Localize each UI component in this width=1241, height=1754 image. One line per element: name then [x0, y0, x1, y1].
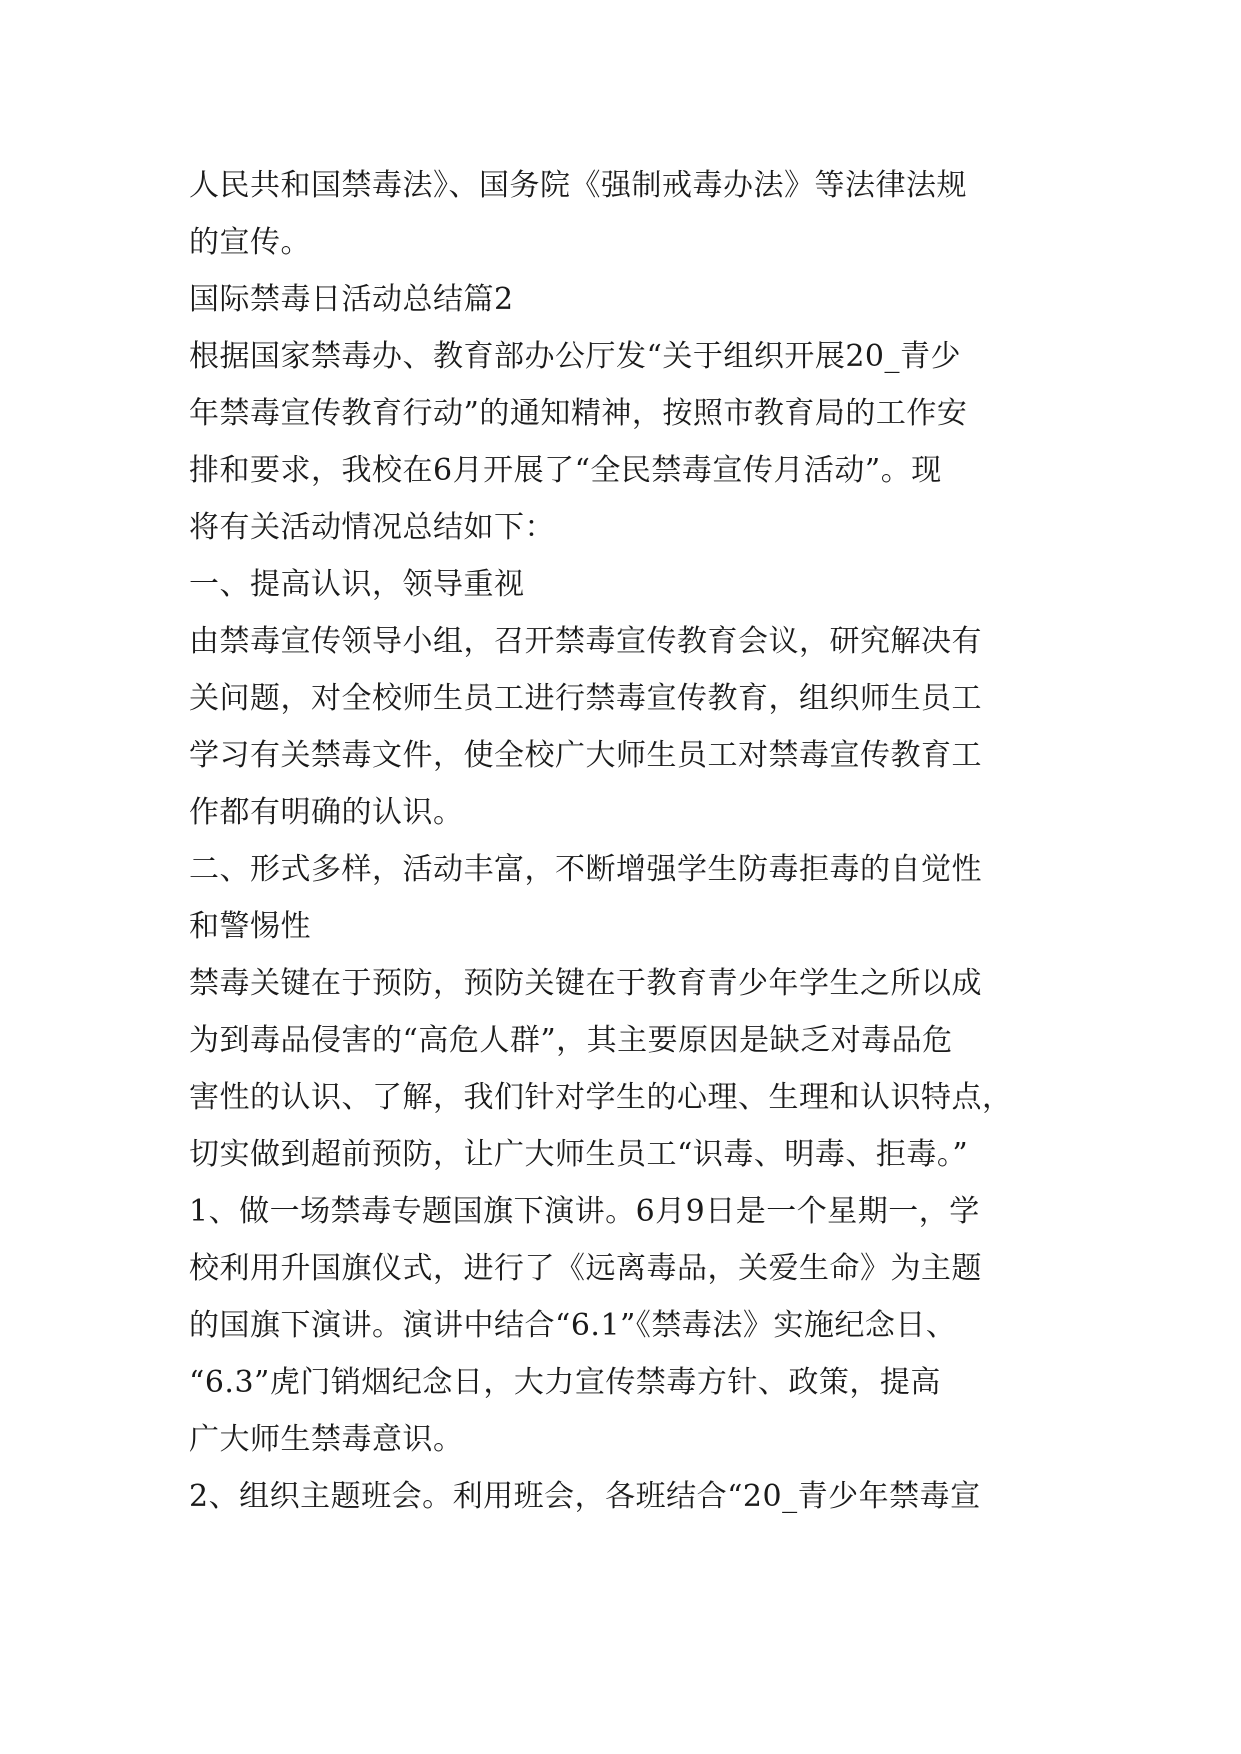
subheading: 二、形式多样，活动丰富，不断增强学生防毒拒毒的自觉性 — [189, 852, 982, 887]
text-line: “6.3”虎门销烟纪念日，大力宣传禁毒方针、政策，提高 — [189, 1365, 941, 1400]
text-line: 排和要求，我校在6月开展了“全民禁毒宣传月活动”。现 — [189, 453, 942, 488]
subheading-continued: 和警惕性 — [189, 909, 311, 944]
text-line: 校利用升国旗仪式，进行了《远离毒品，关爱生命》为主题 — [189, 1251, 982, 1286]
text-line: 根据国家禁毒办、教育部办公厅发“关于组织开展20_青少 — [189, 339, 962, 374]
text-line: 的宣传。 — [189, 225, 311, 260]
text-line: 广大师生禁毒意识。 — [189, 1422, 464, 1457]
subheading: 一、提高认识，领导重视 — [189, 567, 525, 602]
text-line: 由禁毒宣传领导小组，召开禁毒宣传教育会议，研究解决有 — [189, 624, 982, 659]
text-line: 学习有关禁毒文件，使全校广大师生员工对禁毒宣传教育工 — [189, 738, 982, 773]
text-line: 年禁毒宣传教育行动”的通知精神，按照市教育局的工作安 — [189, 396, 968, 431]
text-line: 为到毒品侵害的“高危人群”，其主要原因是缺乏对毒品危 — [189, 1023, 953, 1058]
text-line: 害性的认识、了解，我们针对学生的心理、生理和认识特点， — [189, 1080, 1013, 1115]
text-line: 1、做一场禁毒专题国旗下演讲。6月9日是一个星期一，学 — [189, 1194, 980, 1229]
text-line: 禁毒关键在于预防，预防关键在于教育青少年学生之所以成 — [189, 966, 982, 1001]
text-line: 的国旗下演讲。演讲中结合“6.1”《禁毒法》实施纪念日、 — [189, 1308, 957, 1343]
text-line: 关问题，对全校师生员工进行禁毒宣传教育，组织师生员工 — [189, 681, 982, 716]
text-line: 2、组织主题班会。利用班会，各班结合“20_青少年禁毒宣 — [189, 1479, 981, 1514]
section-title: 国际禁毒日活动总结篇2 — [189, 282, 514, 317]
text-line: 将有关活动情况总结如下： — [189, 510, 555, 545]
text-line: 人民共和国禁毒法》、国务院《强制戒毒办法》等法律法规 — [189, 168, 967, 203]
text-line: 作都有明确的认识。 — [189, 795, 464, 830]
text-line: 切实做到超前预防，让广大师生员工“识毒、明毒、拒毒。” — [189, 1137, 969, 1172]
